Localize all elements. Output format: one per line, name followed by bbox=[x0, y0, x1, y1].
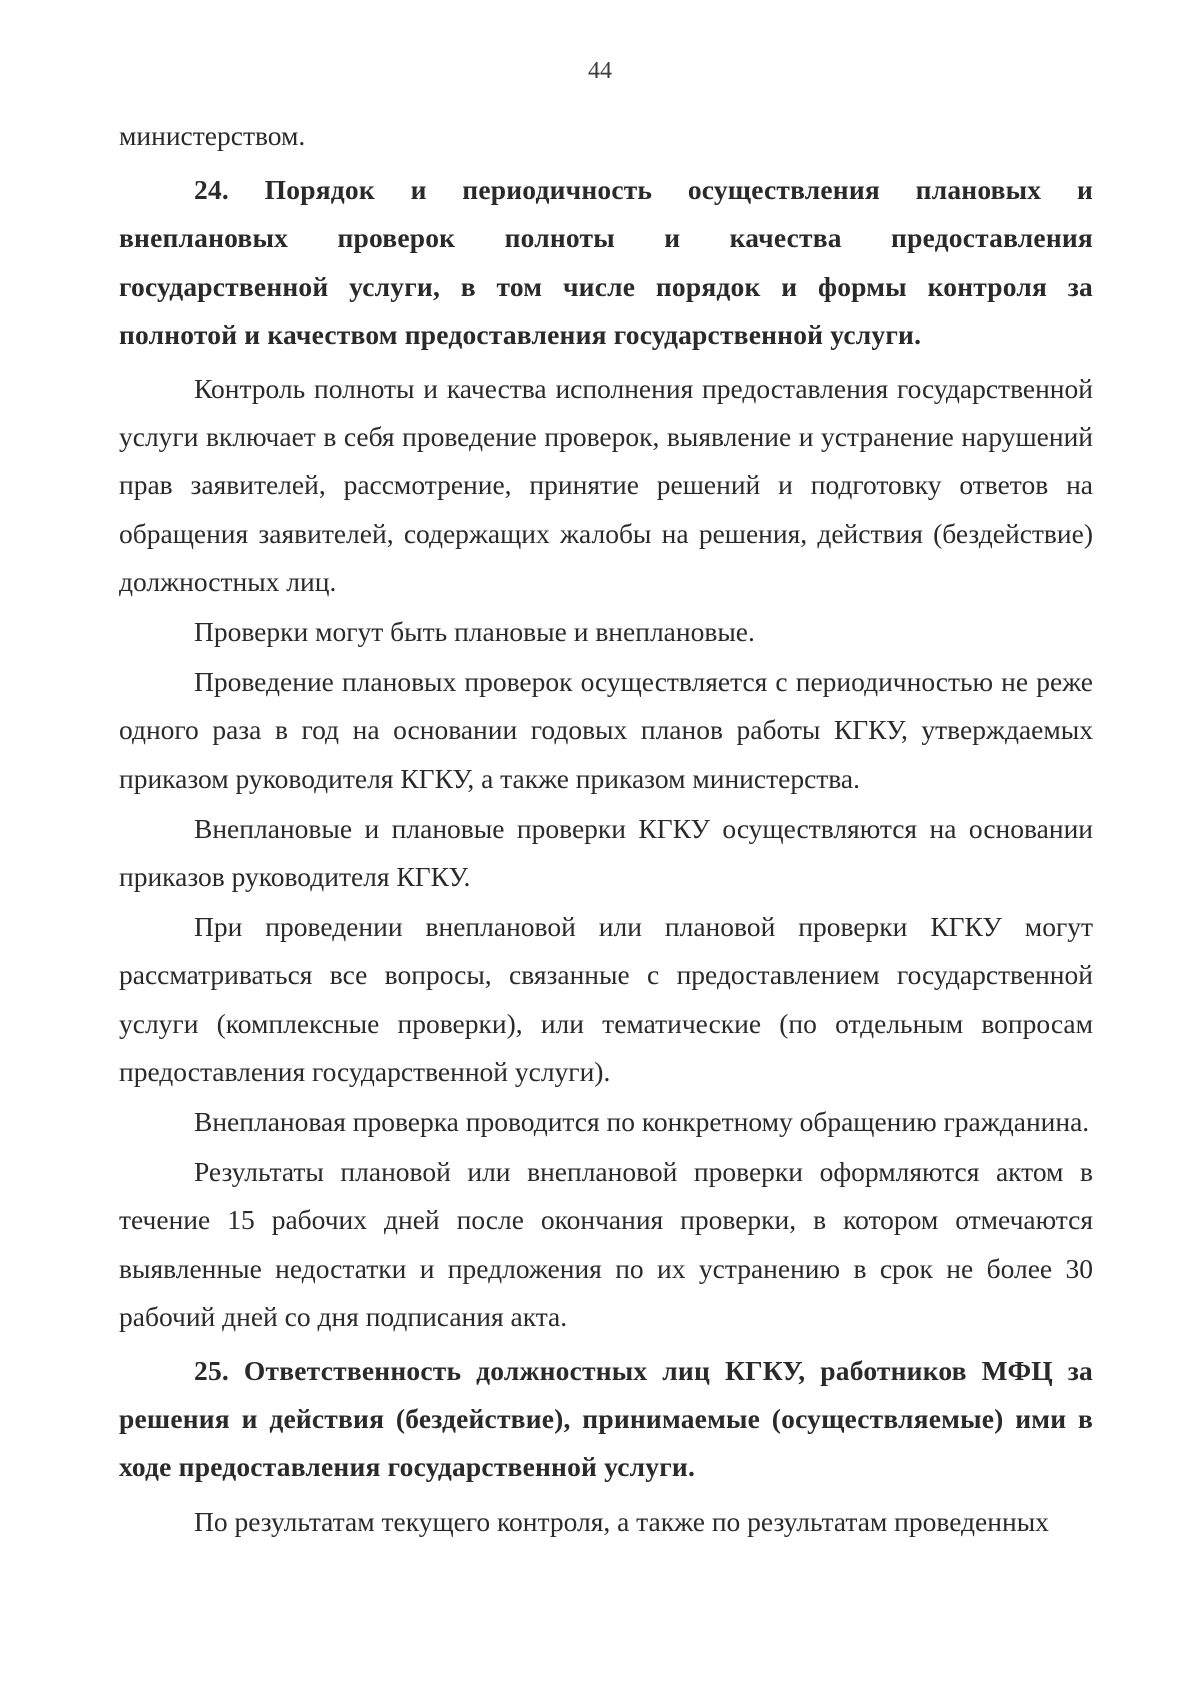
page-number: 44 bbox=[588, 58, 612, 84]
section-heading-24: 24. Порядок и периодичность осуществления плановых и внеплановых проверок полноты и качества предоставления государственной услуги, в том числе порядок и формы контроля за полнотой и качеством предоставления государственной услуги. bbox=[119, 174, 1093, 350]
paragraph-planned-checks: Проведение плановых проверок осуществляется с периодичностью не реже одного раза в год на основании годовых планов работы КГКУ, утверждаемых приказом руководителя КГКУ, а также приказом министерства. bbox=[119, 666, 1093, 794]
paragraph-check-questions: При проведении внеплановой или плановой проверки КГКУ могут рассматриваться все вопросы, связанные с предоставлением государственной услуги (комплексные проверки), или тематические (по отдельным вопросам предоставления государственной услуги). bbox=[119, 911, 1093, 1087]
document-body bbox=[119, 112, 1093, 1546]
paragraph-check-basis: Внеплановые и плановые проверки КГКУ осуществляются на основании приказов руководителя КГКУ. bbox=[119, 812, 1093, 893]
paragraph-check-types: Проверки могут быть плановые и внеплановые. bbox=[194, 616, 755, 648]
paragraph-current-control: По результатам текущего контроля, а также по результатам проведенных bbox=[194, 1505, 1049, 1537]
paragraph-continuation: министерством. bbox=[119, 120, 306, 151]
paragraph-unplanned-check: Внеплановая проверка проводится по конкретному обращению гражданина. bbox=[194, 1106, 1090, 1138]
paragraph-check-results: Результаты плановой или внеплановой проверки оформляются актом в течение 15 рабочих дней после окончания проверки, в котором отмечаются выявленные недостатки и предложения по их устранению в срок не более 30 рабочий дней со дня подписания акта. bbox=[119, 1156, 1093, 1332]
paragraph-control-scope: Контроль полноты и качества исполнения предоставления государственной услуги включает в себя проведение проверок, выявление и устранение нарушений прав заявителей, рассмотрение, принятие решений и подготовку ответов на обращения заявителей, содержащих жалобы на решения, действия (бездействие) должностных лиц. bbox=[119, 373, 1093, 597]
section-heading-25: 25. Ответственность должностных лиц КГКУ, работников МФЦ за решения и действия (бездействие), принимаемые (осуществляемые) ими в ходе предоставления государственной услуги. bbox=[119, 1355, 1093, 1483]
